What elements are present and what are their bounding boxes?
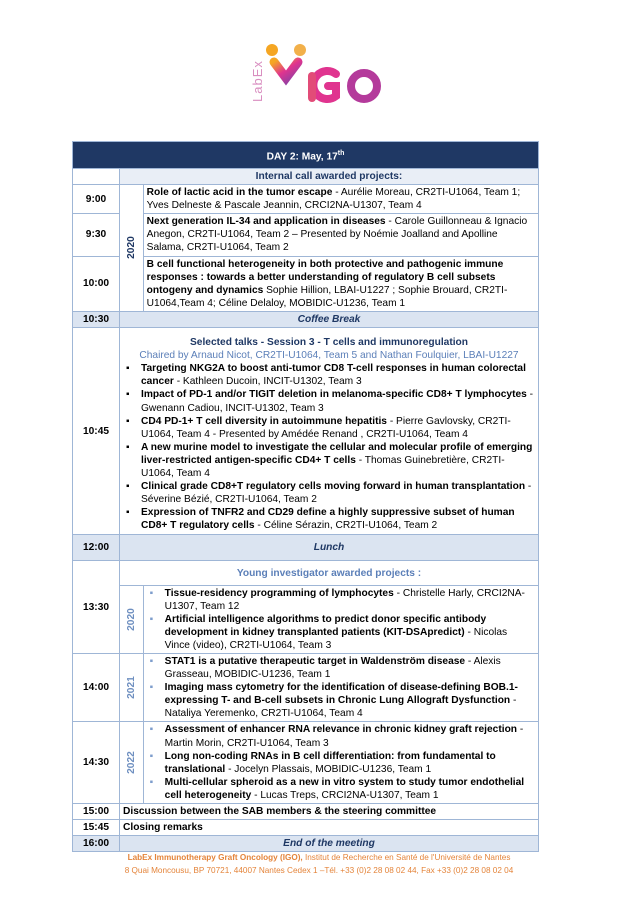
talk-entry: ▪ Long non-coding RNAs in B cell differentiation: from fundamental to translational - Jocelyn Plassais, MOBIDIC-U1236, Team 1: [147, 750, 535, 776]
time-cell: 10:45: [73, 328, 120, 535]
talk-entry: ▪ A new murine model to investigate the cellular and molecular profile of emerging liver-restricted antigen-specific CD4+ T cells - Thomas Guinebretière, CR2TI-U1064, Team 4: [123, 441, 535, 480]
session3-title: Selected talks - Session 3 - T cells and immunoregulation: [190, 337, 468, 349]
time-cell: 15:45: [73, 820, 120, 836]
session3-chairs: Chaired by Arnaud Nicot, CR2TI-U1064, Team 5 and Nathan Foulquier, LBAI-U1227: [139, 350, 519, 362]
time-cell: 10:30: [73, 311, 120, 327]
internal-section-title: Internal call awarded projects:: [120, 169, 539, 185]
footer-address-line: 8 Quai Moncousu, BP 70721, 44007 Nantes Cedex 1 –Tél. +33 (0)2 28 08 02 44, Fax +33 (0)2 28 08 02 04: [124, 866, 514, 875]
talk-entry: Next generation IL-34 and application in diseases - Carole Guillonneau & Ignacio Anegon, CR2TI-U1064, Team 2 – Presented by Noémie Joalland and Apolline Salama, CR2TI-U1064, Team 2: [143, 214, 538, 256]
logo-labex-text: LabEx: [250, 60, 265, 102]
talk-entry: ▪ Artificial intelligence algorithms to predict donor specific antibody development in kidney transplanted patients (KIT-DSApredict) - Nicolas Vince (video), CR2TI-U1064, Team 3: [147, 613, 535, 652]
talk-entry: ▪ STAT1 is a putative therapeutic target in Waldenström disease - Alexis Grasseau, MOBIDIC-U1236, Team 1: [147, 655, 535, 681]
program-table: [72, 141, 539, 852]
footer-org-line: LabEx Immunotherapy Graft Oncology (IGO), Institut de Recherche en Santé de l'Université de Nantes: [127, 853, 511, 862]
talk-entry: ▪ Targeting NKG2A to boost anti-tumor CD8 T-cell responses in human colorectal cancer - Kathleen Ducoin, INCIT-U1302, Team 3: [123, 362, 535, 388]
discussion-row: Discussion between the SAB members & the steering committee: [120, 804, 539, 820]
young-block: [143, 654, 538, 722]
talk-entry: ▪ Tissue-residency programming of lymphocytes - Christelle Harly, CRCI2NA-U1307, Team 12: [147, 587, 535, 613]
time-cell: 10:00: [73, 256, 120, 311]
young-section-title: Young investigator awarded projects :: [120, 561, 539, 585]
year-label: 2020: [120, 185, 144, 312]
time-cell: 16:00: [73, 836, 120, 852]
young-block: [143, 585, 538, 653]
lunch-row: Lunch: [120, 535, 539, 561]
labex-igo-logo: [248, 38, 388, 110]
talk-entry: Role of lactic acid in the tumor escape - Aurélie Moreau, CR2TI-U1064, Team 1; Yves Delneste & Pascale Jeannin, CRCI2NA-U1307, Team 4: [143, 185, 538, 214]
coffee-break: Coffee Break: [120, 311, 539, 327]
talk-entry: B cell functional heterogeneity in both protective and pathogenic immune responses : towards a better understanding of regulatory B cell subsets ontogeny and dynamics Sophie Hillion, LBAI-U1227 ; Sophie Brouard, CR2TI-U1064,Team 4; Céline Delaloy, MOBIDIC-U1236, Team 1: [143, 256, 538, 311]
talk-entry: ▪ Imaging mass cytometry for the identification of disease-defining BOB.1-expressing T- and B-cell subsets in Chronic Lung Allograft Dysfunction - Nataliya Yeremenko, CR2TI-U1064, Team 4: [147, 681, 535, 720]
session3-block: [120, 328, 539, 535]
young-block: [143, 722, 538, 804]
year-label: 2020: [120, 585, 144, 653]
year-label: 2022: [120, 722, 144, 804]
logo-graphic: [248, 38, 388, 110]
talk-entry: ▪ Impact of PD-1 and/or TIGIT deletion in melanoma-specific CD8+ T lymphocytes - Gwenann Cadiou, INCIT-U1302, Team 3: [123, 388, 535, 414]
time-cell: 15:00: [73, 804, 120, 820]
end-of-meeting-row: End of the meeting: [120, 836, 539, 852]
time-cell: 12:00: [73, 535, 120, 561]
talk-entry: ▪ Assessment of enhancer RNA relevance in chronic kidney graft rejection - Martin Morin, CR2TI-U1064, Team 3: [147, 723, 535, 749]
talk-entry: ▪ Clinical grade CD8+T regulatory cells moving forward in human transplantation - Séverine Bézié, CR2TI-U1064, Team 2: [123, 480, 535, 506]
time-cell: 9:00: [73, 185, 120, 214]
day-header: DAY 2: May, 17th: [73, 142, 539, 169]
closing-remarks-row: Closing remarks: [120, 820, 539, 836]
time-cell: 14:00: [73, 654, 120, 722]
time-cell: 13:30: [73, 561, 120, 654]
talk-entry: ▪ Expression of TNFR2 and CD29 define a highly suppressive subset of human CD8+ T regulatory cells - Céline Sérazin, CR2TI-U1064, Team 2: [123, 506, 535, 532]
talk-entry: ▪ Multi-cellular spheroid as a new in vitro system to study tumor endothelial cell heterogeneity - Lucas Treps, CRCI2NA-U1307, Team 1: [147, 776, 535, 802]
time-cell: 14:30: [73, 722, 120, 804]
talk-entry: ▪ CD4 PD-1+ T cell diversity in autoimmune hepatitis - Pierre Gavlovsky, CR2TI-U1064, Team 4 - Presented by Amédée Renand , CR2TI-U1064, Team 4: [123, 415, 535, 441]
time-cell: 9:30: [73, 214, 120, 256]
year-label: 2021: [120, 654, 144, 722]
